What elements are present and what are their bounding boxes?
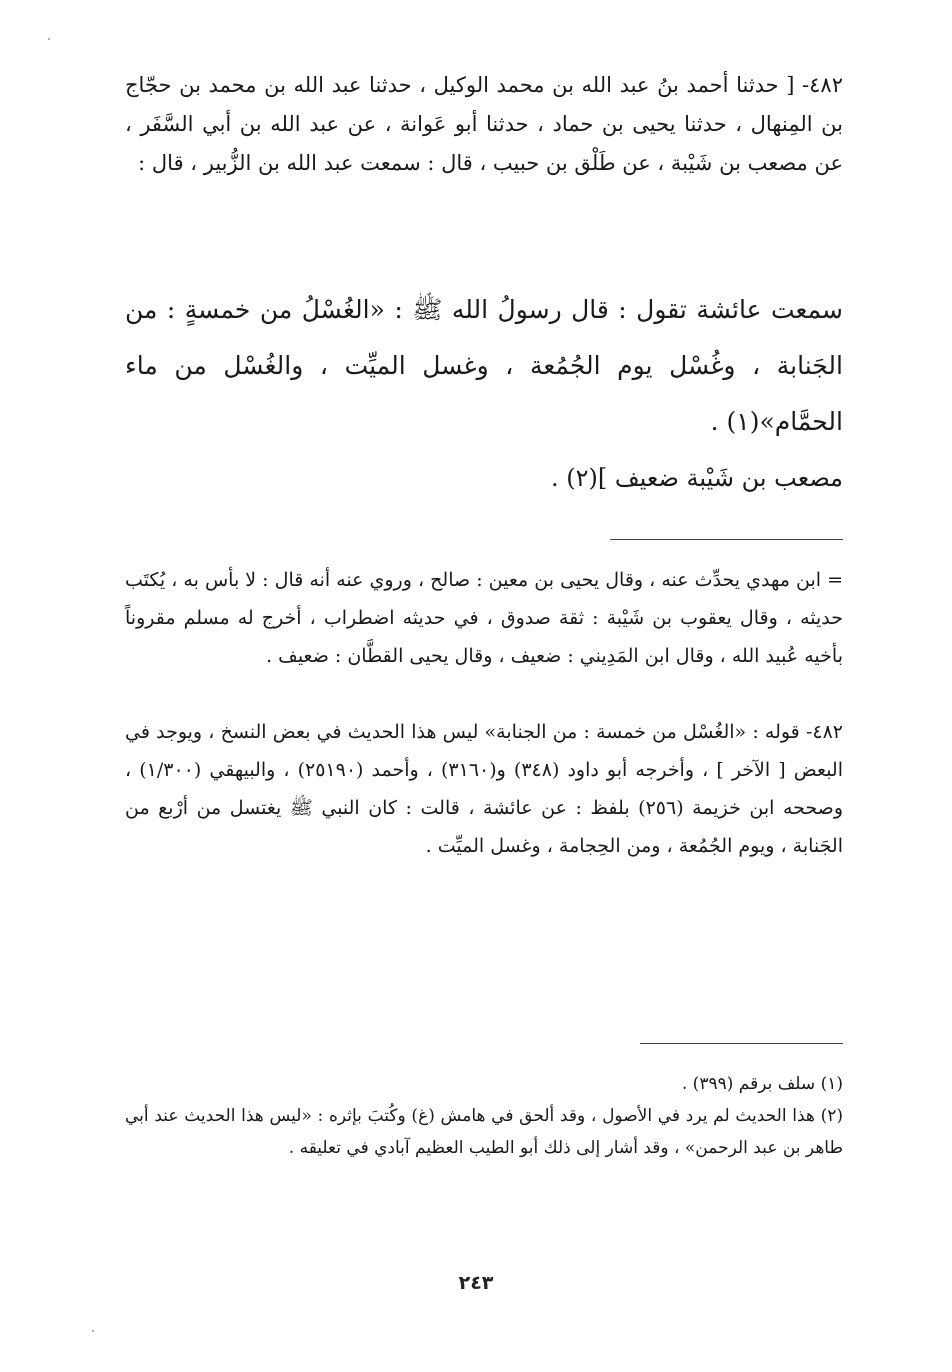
hadith-chain-text: ٤٨٢- [ حدثنا أحمد بنُ عبد الله بن محمد الوكيل ، حدثنا عبد الله بن محمد بن حجّاج بن المِنهال ، حدثنا يحيى بن حماد ، حدثنا أبو عَوانة ، عن عبد الله بن أبي السَّفَر ، عن مصعب بن شَيْبة ، عن طَلْق بن حبيب ، قال : سمعت عبد الله بن الزُّبير ، قال : xyxy=(125,73,843,175)
scan-speck xyxy=(92,1330,94,1332)
reference-item-2: (٢) هذا الحديث لم يرد في الأصول ، وقد ألحق في هامش (غ) وكُتبَ بإثره : «ليس هذا الحديث عند أبي طاهر بن عبد الرحمن» ، وقد أشار إلى ذلك أبو الطيب العظيم آبادي في تعليقه . xyxy=(125,1106,843,1158)
hadith-matn xyxy=(125,282,843,450)
hadith-isnad xyxy=(125,66,843,183)
reference-item-1: (١) سلف برقم (٣٩٩) . xyxy=(681,1074,843,1094)
page-number: ٢٤٣ xyxy=(458,1272,494,1294)
scan-speck xyxy=(48,38,50,40)
references-separator xyxy=(640,1043,843,1044)
footnote-separator xyxy=(610,539,843,540)
footnote-482-text: ٤٨٢- قوله : «الغُسْل من خمسة : من الجنابة» ليس هذا الحديث في بعض النسخ ، ويوجد في البعض [ الآخر ] ، وأخرجه أبو داود (٣٤٨) و(٣١٦٠) ، وأحمد (٢٥١٩٠) ، والبيهقي (١/٣٠٠) ، وصححه ابن خزيمة (٢٥٦) بلفظ : عن عائشة ، قالت : كان النبي ﷺ يغتسل من أرْبع من الجَنابة ، ويوم الجُمُعة ، ومن الحِجامة ، وغسل الميِّت . xyxy=(125,721,843,857)
hadith-matn-text: سمعت عائشة تقول : قال رسولُ الله ﷺ : «الغُسْلُ من خمسةٍ : من الجَنابة ، وغُسْل يوم الجُمُعة ، وغسل الميِّت ، والغُسْل من ماء الحمَّام»(١) . xyxy=(125,295,843,436)
footnote-continuation-text: = ابن مهدي يحدِّث عنه ، وقال يحيى بن معين : صالح ، وروي عنه أنه قال : لا بأس به ، يُكتَب حديثه ، وقال يعقوب بن شَيْبة : ثقة صدوق ، في حديثه اضطراب ، أخرج له مسلم مقروناً بأخيه عُبيد الله ، وقال ابن المَدِيني : ضعيف ، وقال يحيى القطَّان : ضعيف . xyxy=(125,569,843,667)
hadith-grading-text: مصعب بن شَيْبة ضعيف ](٢) . xyxy=(550,464,843,492)
hadith-grading xyxy=(125,458,843,498)
references-list xyxy=(125,1068,843,1164)
footnote-continuation xyxy=(125,561,843,675)
footnote-482 xyxy=(125,713,843,865)
